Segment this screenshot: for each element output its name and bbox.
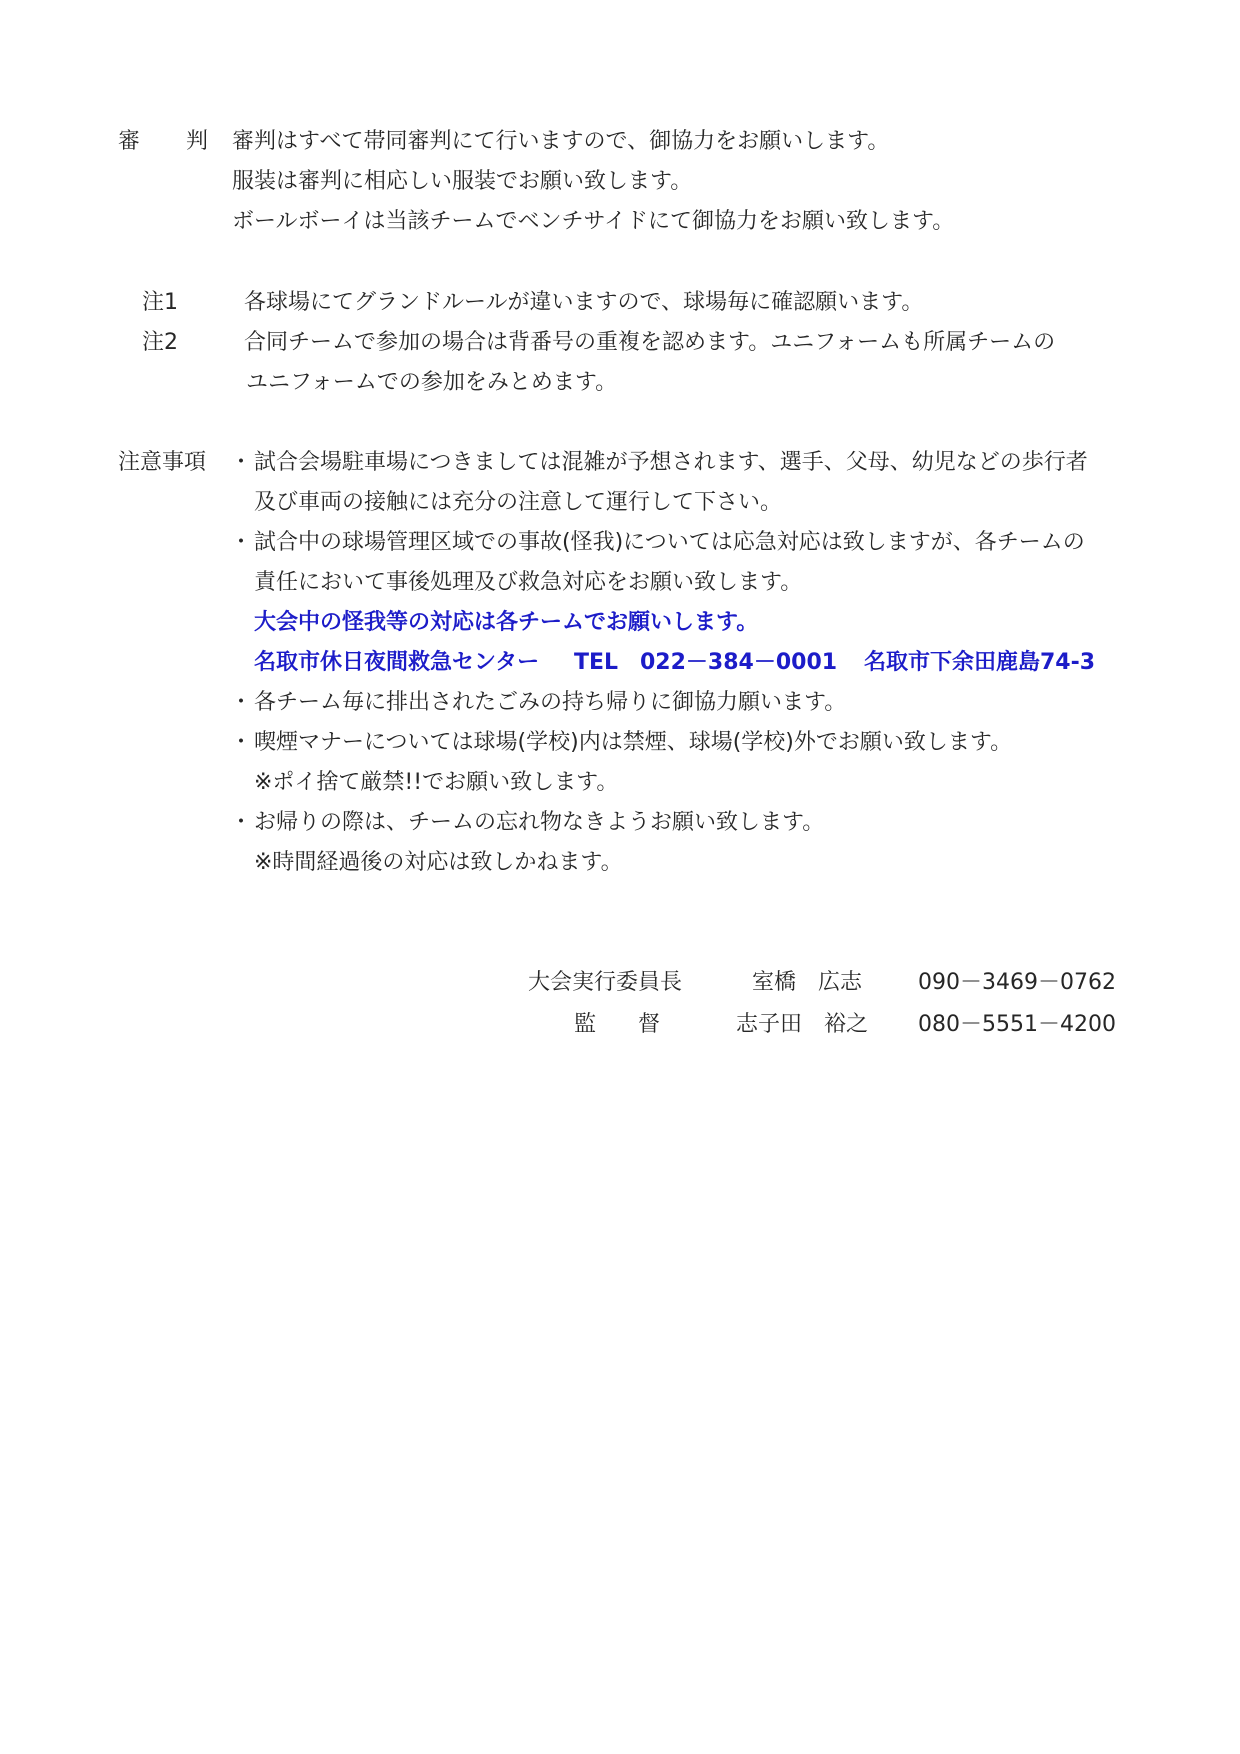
contact-1-role: 大会実行委員長 bbox=[528, 970, 683, 995]
bullet: ・ bbox=[230, 690, 253, 715]
caution-item-3: 各チーム毎に排出されたごみの持ち帰りに御協力願います。 bbox=[254, 690, 847, 715]
referee-line-2: 服装は審判に相応しい服装でお願い致します。 bbox=[232, 169, 693, 194]
referee-label-char2: 判 bbox=[186, 129, 209, 154]
referee-line-3: ボールボーイは当該チームでベンチサイドにて御協力をお願い致します。 bbox=[232, 209, 955, 234]
emergency-center-name: 名取市休日夜間救急センター bbox=[254, 650, 540, 675]
bullet: ・ bbox=[230, 450, 253, 475]
caution-item-4-cont: ※ポイ捨て厳禁!!でお願い致します。 bbox=[254, 770, 619, 795]
caution-item-1-cont: 及び車両の接触には充分の注意して運行して下さい。 bbox=[254, 490, 783, 515]
caution-item-1: 試合会場駐車場につきましては混雑が予想されます、選手、父母、幼児などの歩行者 bbox=[254, 450, 1088, 475]
bullet: ・ bbox=[230, 810, 253, 835]
contact-2-phone: 080－5551－4200 bbox=[918, 1012, 1116, 1037]
caution-item-5: お帰りの際は、チームの忘れ物なきようお願い致します。 bbox=[254, 810, 825, 835]
contact-2-role-char2: 督 bbox=[638, 1012, 661, 1037]
note-2-line-1: 合同チームで参加の場合は背番号の重複を認めます。ユニフォームも所属チームの bbox=[244, 330, 1056, 355]
note-2-line-2: ユニフォームでの参加をみとめます。 bbox=[246, 370, 618, 395]
contact-1-phone: 090－3469－0762 bbox=[918, 970, 1116, 995]
caution-item-2: 試合中の球場管理区域での事故(怪我)については応急対応は致しますが、各チームの bbox=[254, 530, 1085, 555]
emergency-address: 名取市下余田鹿島74-3 bbox=[864, 650, 1096, 675]
emergency-tel-label: TEL bbox=[574, 650, 619, 675]
contact-1-name: 室橋 広志 bbox=[752, 970, 863, 995]
caution-item-2-cont: 責任において事後処理及び救急対応をお願い致します。 bbox=[254, 570, 803, 595]
cautions-label: 注意事項 bbox=[118, 450, 207, 475]
emergency-headline: 大会中の怪我等の対応は各チームでお願いします。 bbox=[254, 610, 759, 635]
contact-2-name: 志子田 裕之 bbox=[736, 1012, 869, 1037]
emergency-tel: 022－384－0001 bbox=[640, 650, 838, 675]
contact-2-role-char1: 監 bbox=[574, 1012, 597, 1037]
referee-line-1: 審判はすべて帯同審判にて行いますので、御協力をお願いします。 bbox=[232, 129, 890, 154]
note-1-line-1: 各球場にてグランドルールが違いますので、球場毎に確認願います。 bbox=[244, 290, 924, 315]
caution-item-4: 喫煙マナーについては球場(学校)内は禁煙、球場(学校)外でお願い致します。 bbox=[254, 730, 1013, 755]
note-2-label: 注2 bbox=[142, 330, 178, 355]
referee-label-char1: 審 bbox=[118, 129, 141, 154]
bullet: ・ bbox=[230, 730, 253, 755]
caution-item-5-cont: ※時間経過後の対応は致しかねます。 bbox=[254, 850, 623, 875]
bullet: ・ bbox=[230, 530, 253, 555]
note-1-label: 注1 bbox=[142, 290, 178, 315]
